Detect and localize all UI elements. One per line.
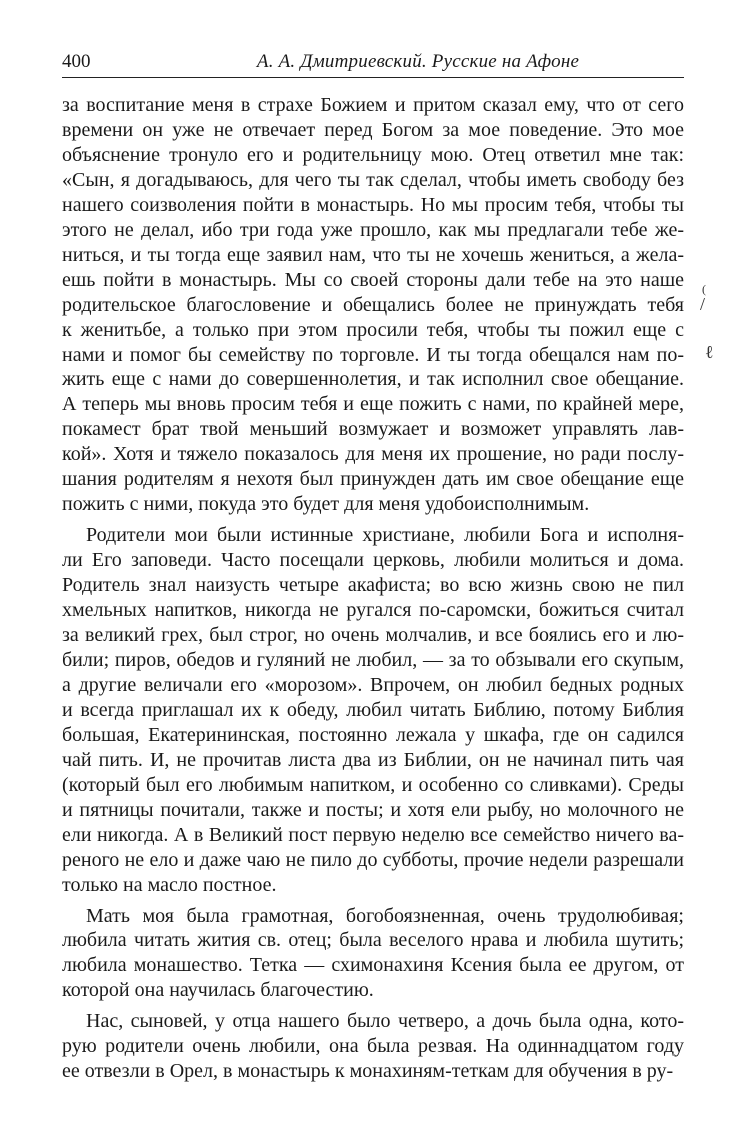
text-line bbox=[62, 748, 684, 773]
line-text: этого не делал, ибо три года уже прошло, как мы предлагали тебе же- bbox=[62, 218, 684, 241]
text-line bbox=[62, 168, 684, 193]
text-line bbox=[62, 673, 684, 698]
line-text: ли Его заповеди. Часто посещали церковь, любили молиться и дома. bbox=[62, 549, 684, 572]
text-line bbox=[62, 623, 684, 648]
text-line bbox=[62, 467, 684, 492]
margin-mark: / bbox=[700, 294, 706, 314]
text-line bbox=[62, 823, 684, 848]
text-line bbox=[62, 598, 684, 623]
text-line bbox=[62, 928, 684, 953]
line-text: жить еще с нами до совершеннолетия, и так исполнил свое обещание. bbox=[62, 368, 684, 391]
text-line bbox=[62, 848, 684, 873]
line-text: объяснение тронуло его и родительницу мою. Отец ответил мне так: bbox=[62, 143, 684, 166]
line-text: «Сын, я догадываюсь, для чего ты так сделал, чтобы иметь свободу без bbox=[62, 168, 684, 191]
line-text: за воспитание меня в страхе Божием и притом сказал ему, что от сего bbox=[62, 94, 684, 116]
text-line bbox=[62, 417, 684, 442]
text-line bbox=[62, 143, 684, 168]
margin-mark: ( bbox=[702, 282, 706, 296]
line-text: (который был его любимым напитком, и особенно со сливками). Среды bbox=[62, 773, 684, 796]
text-line bbox=[62, 343, 684, 368]
line-text: любила читать жития св. отец; была веселого нрава и любила шутить; bbox=[62, 929, 684, 952]
line-text: ниться, и ты тогда еще заявил нам, что ты не хочешь жениться, а жела- bbox=[62, 243, 684, 266]
line-text: ели никогда. А в Великий пост первую неделю все семейство ничего ва- bbox=[62, 823, 684, 846]
line-text: времени он уже не отвечает перед Богом за мое поведение. Это мое bbox=[62, 118, 684, 141]
main-text bbox=[62, 93, 684, 1084]
text-line bbox=[62, 698, 684, 723]
line-text: за великий грех, был строг, но очень молчалив, и все боялись его и лю- bbox=[62, 624, 684, 647]
line-text: а другие величали его «морозом». Впрочем, он любил бедных родных bbox=[62, 673, 684, 696]
text-line bbox=[62, 1034, 684, 1059]
text-line bbox=[62, 1009, 684, 1034]
margin-mark: ℓ bbox=[705, 342, 714, 362]
text-line bbox=[62, 548, 684, 573]
text-line bbox=[62, 243, 684, 268]
text-line bbox=[62, 118, 684, 143]
text-line bbox=[62, 293, 684, 318]
line-text: Нас, сыновей, у отца нашего было четверо, а дочь была одна, кото- bbox=[86, 1010, 684, 1033]
line-text: кой». Хотя и тяжело показалось для меня их прошение, но ради послу- bbox=[62, 443, 684, 466]
line-text: к женитьбе, а только при этом просили тебя, чтобы ты пожил еще с bbox=[62, 318, 684, 341]
text-line bbox=[62, 268, 684, 293]
text-line bbox=[62, 93, 684, 118]
line-text: и всегда приглашал их к обеду, любил читать Библию, потому Библия bbox=[62, 698, 684, 721]
line-text: шания родителям я нехотя был принужден дать им свое обещание еще bbox=[62, 468, 684, 491]
page-number: 400 bbox=[62, 51, 91, 72]
line-text: большая, Екатерининская, постоянно лежала у шкафа, где он садился bbox=[62, 723, 684, 746]
line-text: А теперь мы вновь просим тебя и еще пожить с нами, по крайней мере, bbox=[62, 393, 684, 416]
text-line bbox=[62, 193, 684, 218]
line-text: рую родители очень любили, она была резвая. На одиннадцатом году bbox=[62, 1035, 684, 1058]
line-text: только на масло постное. bbox=[62, 873, 277, 896]
text-line bbox=[62, 873, 684, 898]
text-line bbox=[62, 953, 684, 978]
line-text: и пятницы почитали, также и посты; и хотя ели рыбу, но молочного не bbox=[62, 798, 684, 821]
text-line bbox=[62, 648, 684, 673]
line-text: Родители мои были истинные христиане, любили Бога и исполня- bbox=[86, 524, 684, 547]
text-line bbox=[62, 978, 684, 1003]
line-text: реного не ело и даже чаю не пило до субботы, прочие недели разрешали bbox=[62, 848, 684, 871]
text-line bbox=[62, 392, 684, 417]
line-text: чай пить. И, не прочитав листа два из Библии, он не начинал пить чая bbox=[62, 748, 684, 771]
text-line bbox=[62, 798, 684, 823]
page-header bbox=[62, 47, 684, 78]
text-line bbox=[62, 367, 684, 392]
text-line bbox=[62, 723, 684, 748]
text-line bbox=[62, 442, 684, 467]
line-text: ее отвезли в Орел, в монастырь к монахиням-теткам для обучения в ру- bbox=[62, 1060, 674, 1083]
line-text: нашего соизволения пойти в монастырь. Но мы просим тебя, чтобы ты bbox=[62, 193, 684, 216]
line-text: хмельных напитков, никогда не ругался по-саромски, божиться считал bbox=[62, 599, 684, 622]
text-line bbox=[62, 523, 684, 548]
text-line bbox=[62, 1059, 684, 1084]
line-text: били; пиров, обедов и гуляний не любил, — за то обзывали его скупым, bbox=[62, 648, 684, 671]
line-text: ешь пойти в монастырь. Мы со своей стороны дали тебе на это наше bbox=[62, 268, 684, 291]
text-line bbox=[62, 573, 684, 598]
running-title: А. А. Дмитриевский. Русские на Афоне bbox=[256, 51, 580, 72]
line-text: пожить с ними, покуда это будет для меня удобоисполнимым. bbox=[62, 493, 590, 516]
line-text: которой она научилась благочестию. bbox=[62, 979, 374, 1002]
text-line bbox=[62, 904, 684, 929]
text-line bbox=[62, 773, 684, 798]
text-line bbox=[62, 492, 684, 517]
line-text: родительское благословение и обещались более не принуждать тебя bbox=[62, 293, 684, 316]
line-text: любила монашество. Тетка — схимонахиня Ксения была ее другом, от bbox=[62, 954, 684, 977]
text-line bbox=[62, 218, 684, 243]
line-text: покамест брат твой меньший возмужает и возможет управлять лав- bbox=[62, 418, 684, 441]
text-line bbox=[62, 318, 684, 343]
line-text: нами и помог бы семейству по торговле. И ты тогда обещался нам по- bbox=[62, 343, 684, 366]
line-text: Мать моя была грамотная, богобоязненная, очень трудолюбивая; bbox=[86, 904, 684, 927]
line-text: Родитель знал наизусть четыре акафиста; во всю жизнь свою не пил bbox=[62, 574, 684, 597]
